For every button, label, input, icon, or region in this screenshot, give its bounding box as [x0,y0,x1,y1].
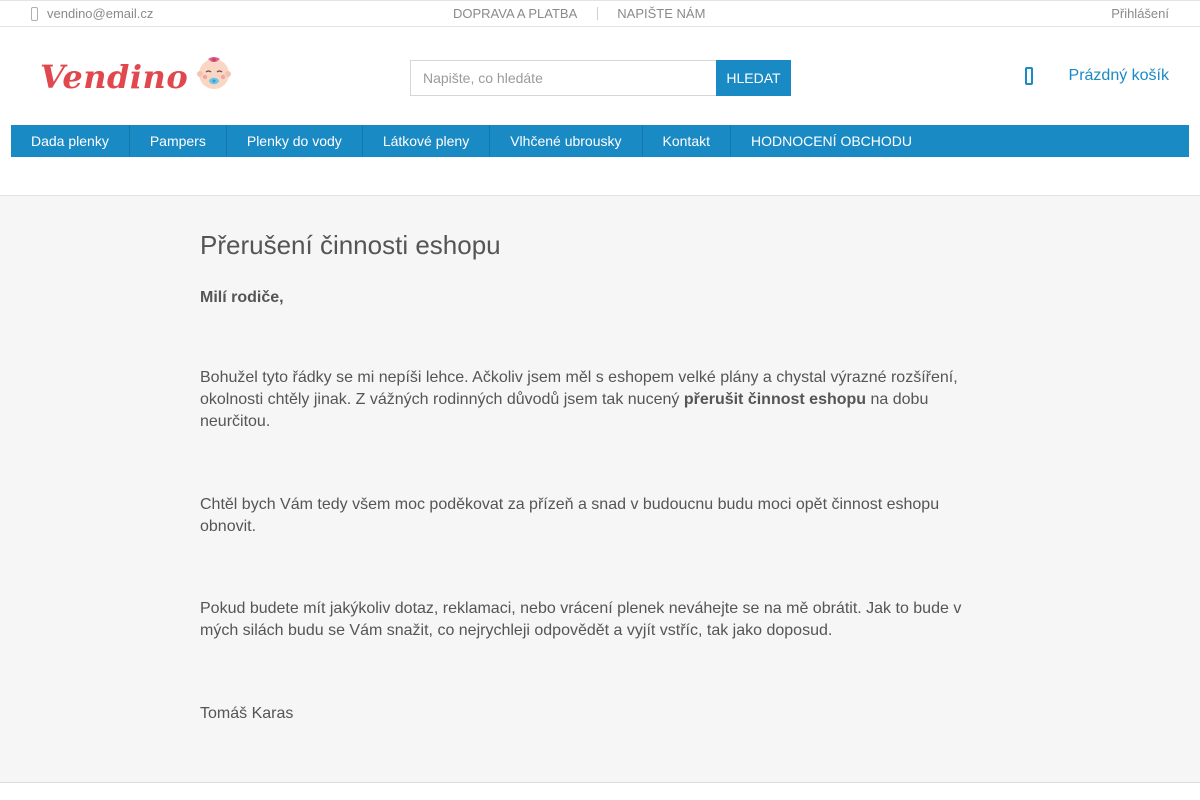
divider [597,7,598,20]
paragraph-3: Pokud budete mít jakýkoliv dotaz, reklamaci, nebo vrácení plenek neváhejte se na mě obrátit. Jak to bude v mých silách budu se Vám snažit, co nejrychleji odpovědět a vyjít vstříc, tak jako doposud. [200,600,962,639]
cart[interactable] [1025,67,1169,85]
nav-item-dada-plenky[interactable]: Dada plenky [11,125,130,157]
site-header [0,27,1200,125]
contact-email[interactable] [31,6,153,21]
nav-item-pampers[interactable]: Pampers [130,125,227,157]
logo[interactable] [40,57,234,97]
cart-label[interactable]: Prázdný košík [1068,67,1169,84]
paragraph-2: Chtěl bych Vám tedy všem moc poděkovat za přízeň a snad v budoucnu budu moci opět činnost eshopu obnovit. [200,496,940,535]
write-us-link[interactable]: NAPIŠTE NÁM [617,6,706,21]
logo-text: Vendino [40,58,189,96]
signature: Tomáš Karas [200,705,294,722]
search-form [410,60,791,96]
greeting: Milí rodiče, [200,289,284,306]
login-link[interactable]: Přihlášení [1111,6,1169,21]
nav-item-kontakt[interactable]: Kontakt [643,125,731,157]
paragraph-1-start: Bohužel tyto řádky se mi nepíši lehce. Ačkoliv jsem měl s eshopem velké plány a chystal výrazné rozšíření, okolnosti chtěly jinak. Z vážných rodinných důvodů jsem tak nucený [200,369,958,408]
nav-item-hodnoceni-obchodu[interactable]: HODNOCENÍ OBCHODU [751,133,913,149]
nav-item-vlhcene-ubrousky[interactable]: Vlhčené ubrousky [490,125,642,157]
baby-face-icon [194,53,234,93]
main-nav [11,125,1189,157]
main-content [0,195,1200,783]
cart-icon[interactable] [1025,67,1033,85]
shipping-payment-link[interactable]: DOPRAVA A PLATBA [453,6,578,21]
nav-item-plenky-do-vody[interactable]: Plenky do vody [227,125,363,157]
page-title: Přerušení činnosti eshopu [200,230,501,260]
phone-icon [31,7,38,21]
paragraph-1 [200,367,980,433]
paragraph-1-bold: přerušit činnost eshopu [683,391,867,408]
search-button[interactable]: HLEDAT [716,60,791,96]
search-input[interactable] [410,60,716,96]
nav-item-latkove-pleny[interactable]: Látkové pleny [363,125,490,157]
top-links [453,6,705,21]
top-bar [0,0,1200,27]
paragraph-1-end: na dobu neurčitou. [200,391,929,430]
contact-email-text[interactable]: vendino@email.cz [47,6,154,21]
